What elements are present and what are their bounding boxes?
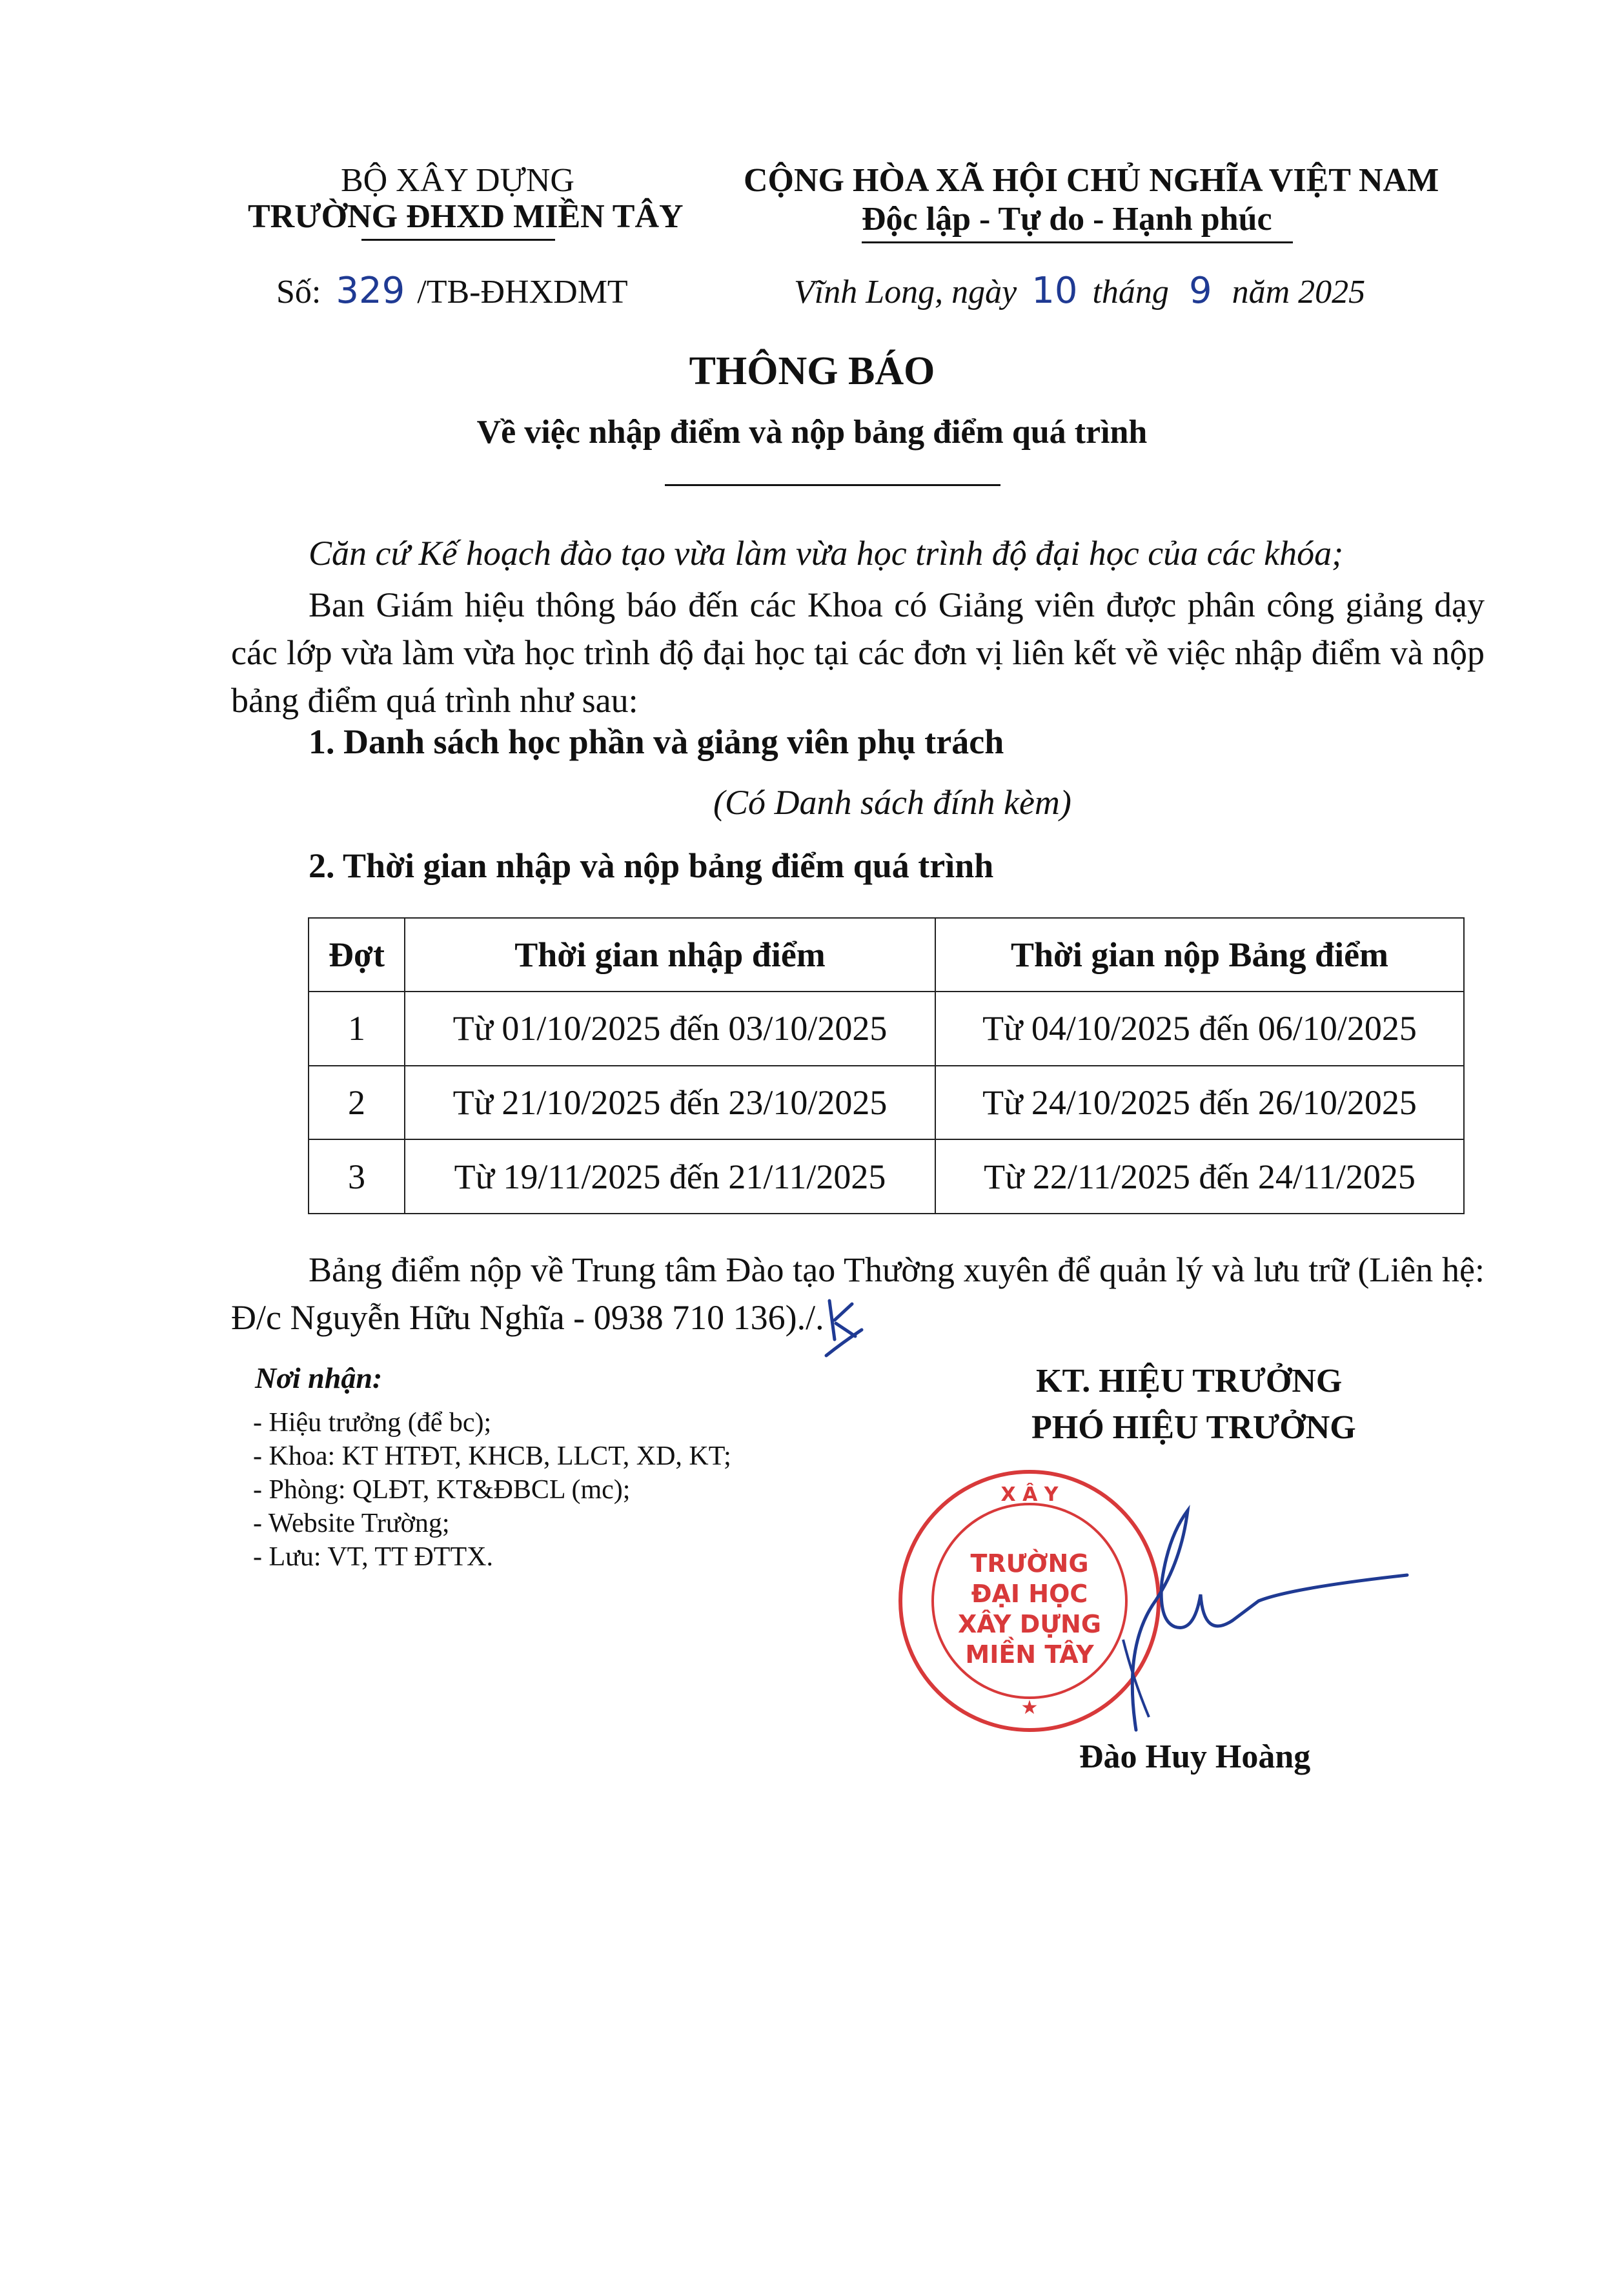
date-month-label: tháng <box>1092 274 1169 310</box>
table-header-row <box>309 918 1464 992</box>
header-submit-time: Thời gian nộp Bảng điểm <box>935 918 1464 992</box>
recipient-item: - Website Trường; <box>253 1509 450 1538</box>
submit-time-cell: Từ 22/11/2025 đến 24/11/2025 <box>935 1139 1464 1214</box>
recipient-item: - Phòng: QLĐT, KT&ĐBCL (mc); <box>253 1475 631 1505</box>
school-underline <box>361 239 555 241</box>
batch-cell: 3 <box>309 1139 405 1214</box>
recipients-label: Nơi nhận: <box>255 1361 383 1394</box>
svg-text:XÂY DỰNG: XÂY DỰNG <box>957 1610 1102 1638</box>
svg-text:MIỀN TÂY: MIỀN TÂY <box>965 1640 1094 1669</box>
recipient-item: - Hiệu trưởng (để bc); <box>253 1408 492 1438</box>
date-day: 10 <box>1031 270 1078 312</box>
entry-time-cell: Từ 19/11/2025 đến 21/11/2025 <box>405 1139 935 1214</box>
section2-heading: 2. Thời gian nhập và nộp bảng điểm quá trình <box>309 846 994 885</box>
submit-time-cell: Từ 24/10/2025 đến 26/10/2025 <box>935 1066 1464 1140</box>
date-prefix: Vĩnh Long, ngày <box>794 274 1017 310</box>
header-batch: Đợt <box>309 918 405 992</box>
signer-role-1: KT. HIỆU TRƯỞNG <box>1036 1363 1343 1400</box>
closing-paragraph: Bảng điểm nộp về Trung tâm Đào tạo Thường xuyên để quản lý và lưu trữ (Liên hệ: Đ/c Nguyễn Hữu Nghĩa - 0938 710 136)./. <box>231 1250 1485 1337</box>
svg-text:★: ★ <box>1020 1696 1039 1719</box>
entry-time-cell: Từ 01/10/2025 đến 03/10/2025 <box>405 992 935 1066</box>
document-number <box>276 270 628 312</box>
svg-text:X Â Y: X Â Y <box>1000 1483 1059 1506</box>
legal-basis: Căn cứ Kế hoạch đào tạo vừa làm vừa học trình độ đại học của các khóa; <box>309 534 1344 573</box>
signer-name: Đào Huy Hoàng <box>1079 1738 1311 1775</box>
entry-time-cell: Từ 21/10/2025 đến 23/10/2025 <box>405 1066 935 1140</box>
initials-mark <box>817 1291 875 1362</box>
recipient-item: - Khoa: KT HTĐT, KHCB, LLCT, XD, KT; <box>253 1441 731 1471</box>
batch-cell: 1 <box>309 992 405 1066</box>
national-motto: Độc lập - Tự do - Hạnh phúc <box>862 201 1272 238</box>
handwritten-signature <box>1097 1485 1433 1743</box>
schedule-table <box>308 917 1465 1214</box>
republic-name: CỘNG HÒA XÃ HỘI CHỦ NGHĨA VIỆT NAM <box>744 162 1439 199</box>
batch-cell: 2 <box>309 1066 405 1140</box>
signer-role-2: PHÓ HIỆU TRƯỞNG <box>1031 1409 1356 1446</box>
header-entry-time: Thời gian nhập điểm <box>405 918 935 992</box>
svg-text:TRƯỜNG: TRƯỜNG <box>970 1549 1089 1578</box>
motto-underline <box>862 241 1293 243</box>
submit-time-cell: Từ 04/10/2025 đến 06/10/2025 <box>935 992 1464 1066</box>
section1-heading: 1. Danh sách học phần và giảng viên phụ trách <box>309 722 1004 761</box>
document-subtitle: Về việc nhập điểm và nộp bảng điểm quá trình <box>476 414 1148 451</box>
section1-note: (Có Danh sách đính kèm) <box>713 783 1071 822</box>
number-handwritten: 329 <box>336 270 405 312</box>
table-row <box>309 1139 1464 1214</box>
document-date <box>794 270 1365 312</box>
date-year: năm 2025 <box>1232 274 1366 310</box>
title-divider <box>665 484 1000 486</box>
recipient-item: - Lưu: VT, TT ĐTTX. <box>253 1542 493 1572</box>
svg-text:ĐẠI HỌC: ĐẠI HỌC <box>971 1580 1088 1608</box>
table-row <box>309 1066 1464 1140</box>
number-prefix: Số: <box>276 274 321 310</box>
table-row <box>309 992 1464 1066</box>
date-month: 9 <box>1188 270 1212 312</box>
school-name: TRƯỜNG ĐHXD MIỀN TÂY <box>248 198 684 235</box>
number-suffix: /TB-ĐHXDMT <box>417 274 628 310</box>
ministry-name: BỘ XÂY DỰNG <box>341 162 574 199</box>
intro-paragraph: Ban Giám hiệu thông báo đến các Khoa có Giảng viên được phân công giảng dạy các lớp vừa làm vừa học trình độ đại học tại các đơn vị liên kết về việc nhập điểm và nộp bảng điểm quá trình như sau: <box>231 585 1485 720</box>
document-title: THÔNG BÁO <box>689 349 935 393</box>
